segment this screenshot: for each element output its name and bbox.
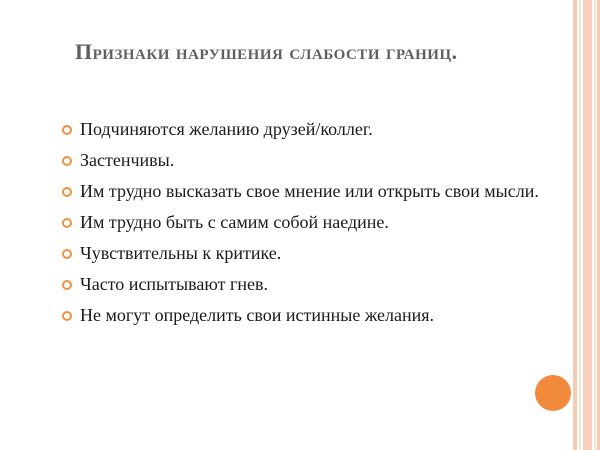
list-item — [62, 117, 542, 141]
decorative-stripe — [583, 0, 592, 450]
bullet-icon — [62, 218, 72, 228]
list-item-text: Им трудно быть с самим собой наедине. — [80, 212, 389, 232]
list-item — [62, 210, 542, 234]
list-item — [62, 241, 542, 265]
list-item-text: Им трудно высказать свое мнение или открыть свои мысли. — [80, 181, 539, 201]
list-item — [62, 148, 542, 172]
slide-title: Признаки нарушения слабости границ. — [75, 39, 458, 64]
list-item-text: Часто испытывают гнев. — [80, 274, 268, 294]
bullet-icon — [62, 125, 72, 135]
bullet-list — [62, 117, 542, 334]
decorative-stripe — [579, 0, 581, 450]
list-item — [62, 179, 542, 203]
list-item — [62, 303, 542, 327]
decorative-stripe — [594, 0, 596, 450]
list-item-text: Чувствительны к критике. — [80, 243, 282, 263]
bullet-icon — [62, 156, 72, 166]
list-item-text: Не могут определить свои истинные желания. — [80, 305, 435, 325]
orange-dot-icon — [535, 375, 571, 411]
bullet-icon — [62, 280, 72, 290]
decorative-stripe — [573, 0, 577, 450]
list-item — [62, 272, 542, 296]
bullet-icon — [62, 311, 72, 321]
list-item-text: Застенчивы. — [80, 150, 175, 170]
list-item-text: Подчиняются желанию друзей/коллег. — [80, 119, 373, 139]
bullet-icon — [62, 249, 72, 259]
bullet-icon — [62, 187, 72, 197]
